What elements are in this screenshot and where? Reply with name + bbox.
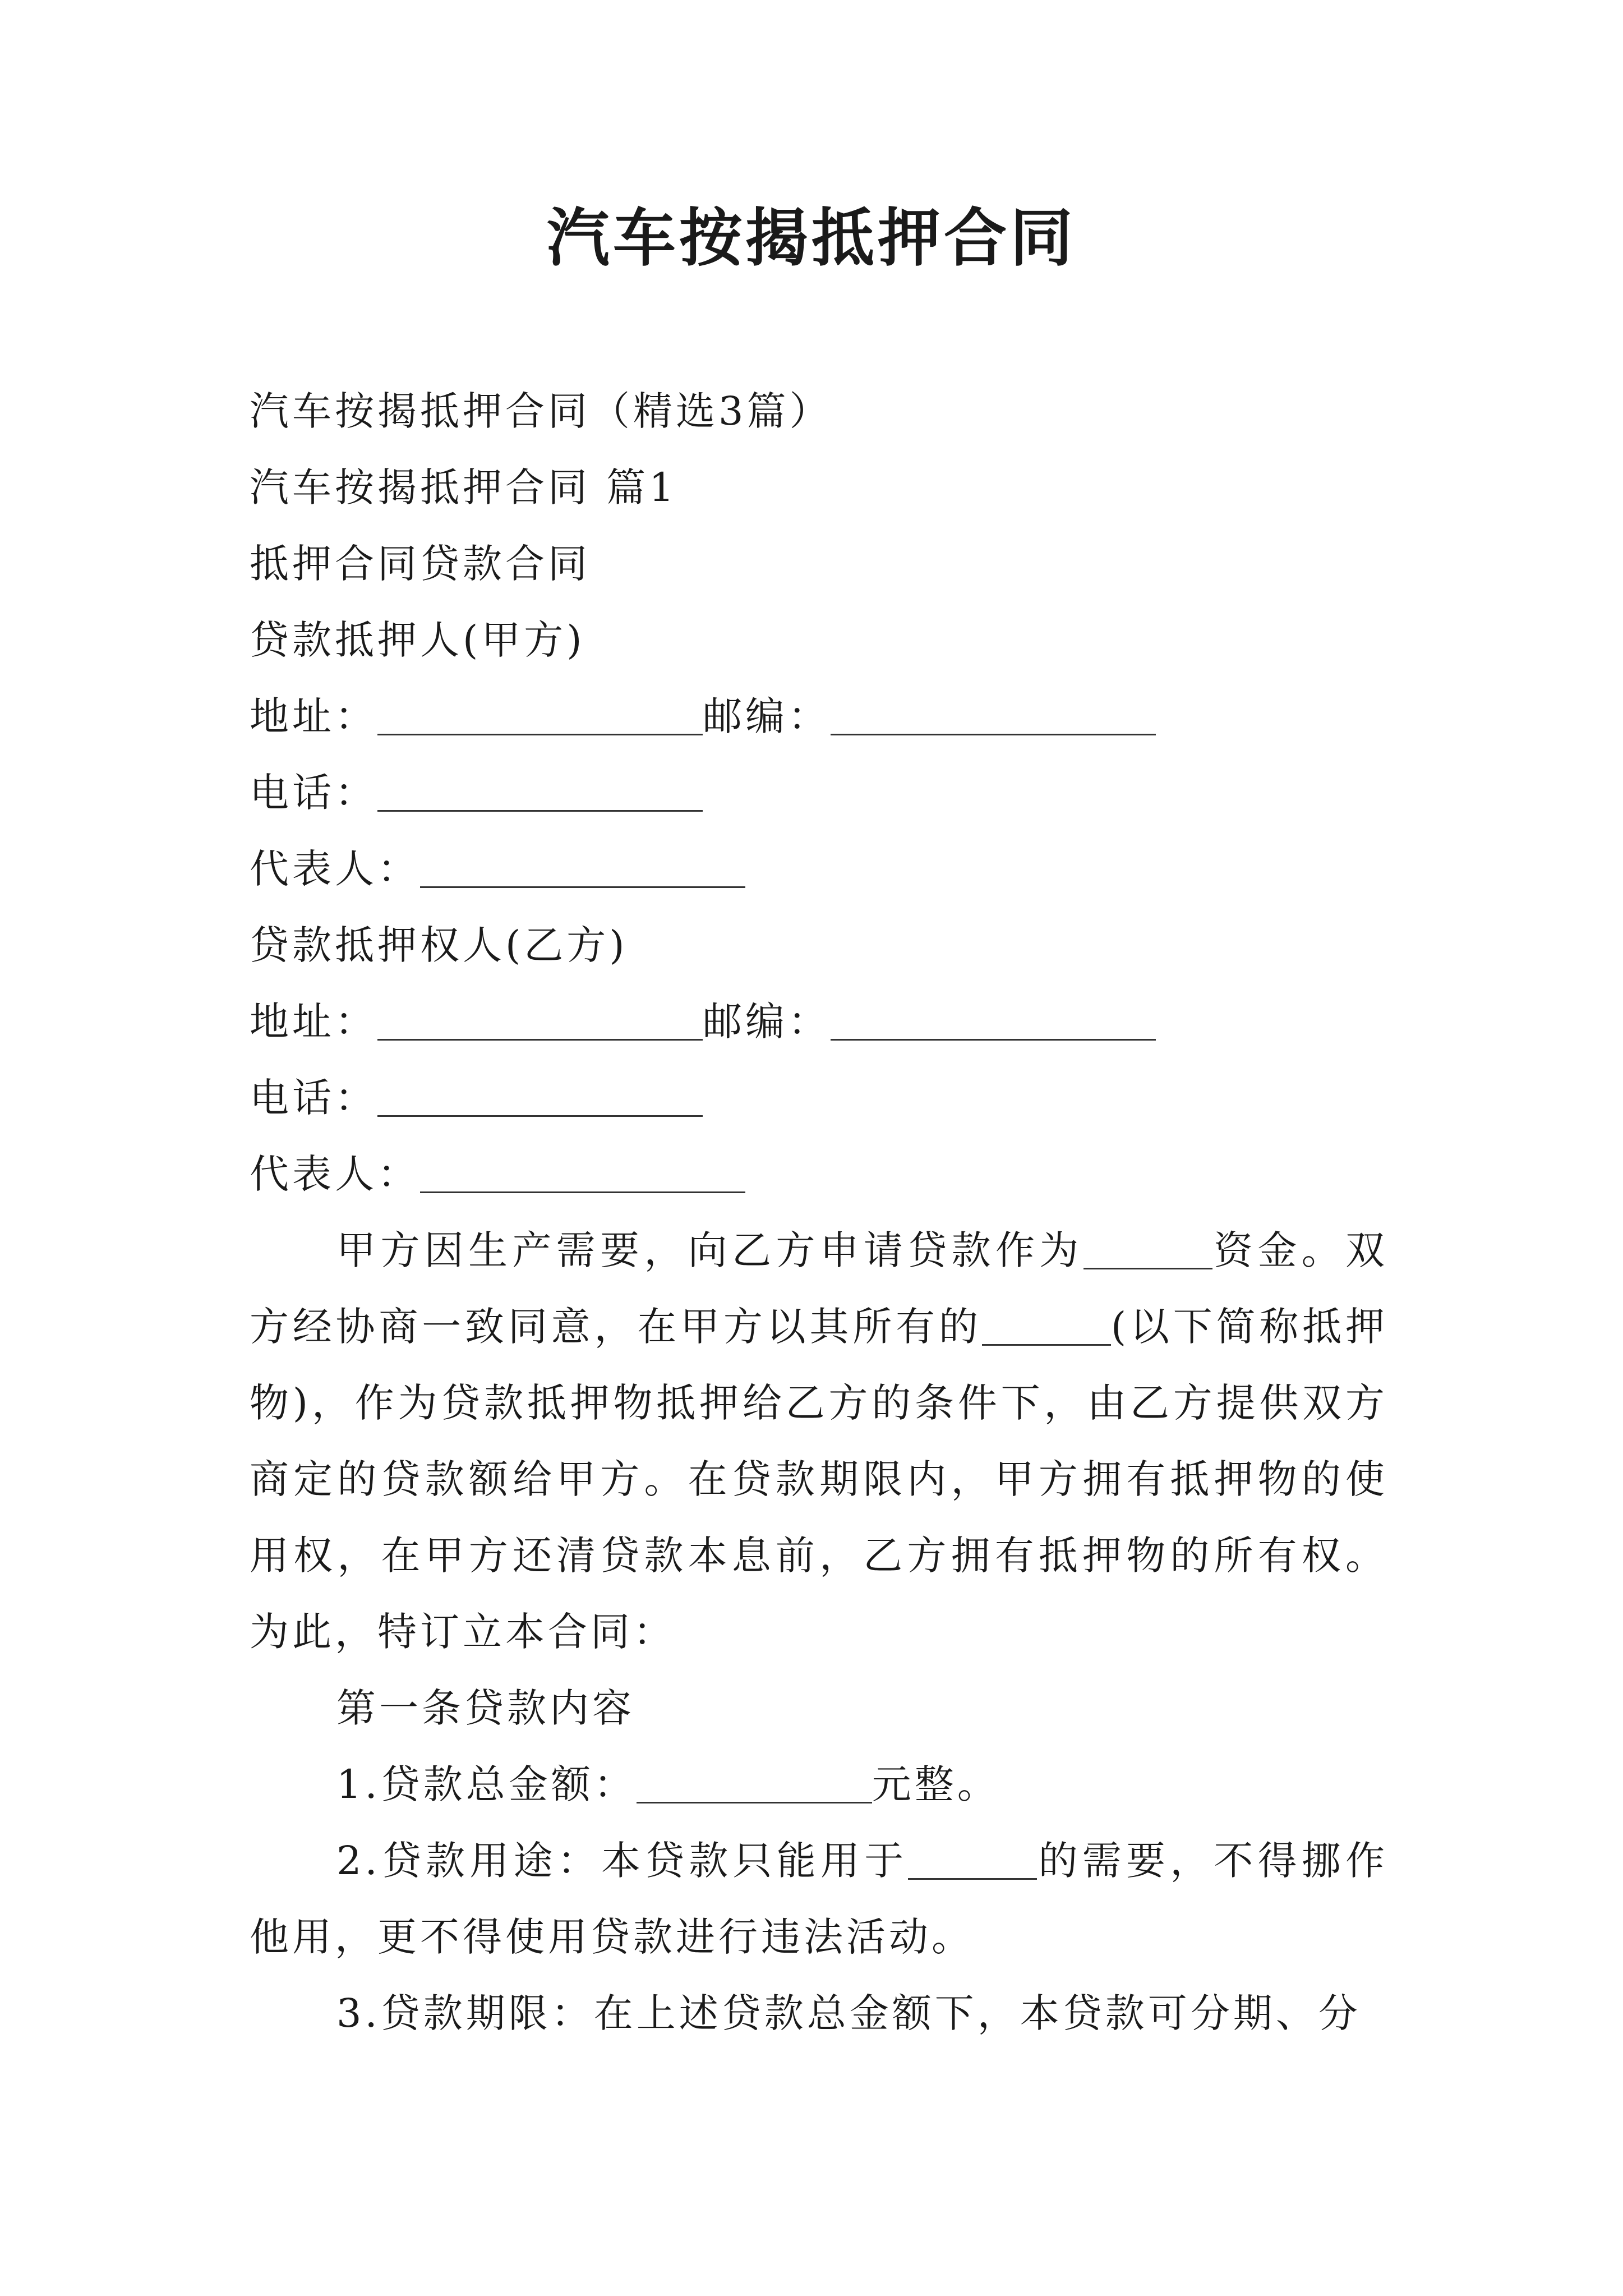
party-b-phone-row [250, 1060, 1388, 1136]
rep-label: 代表人： [250, 1151, 420, 1197]
party-b-rep-row [250, 1136, 1388, 1212]
postcode-label: 邮编： [703, 999, 831, 1045]
postcode-label: 邮编： [703, 693, 831, 739]
rep-blank [420, 847, 745, 888]
document-body [250, 373, 1388, 1212]
party-a-address-row [250, 678, 1388, 754]
item-2-suffix: 的需要，不得挪作他用，更不得使用贷款进行违法活动。 [250, 1838, 1388, 1960]
collateral-blank [982, 1305, 1111, 1346]
address-blank [377, 1000, 703, 1041]
item-1-row [250, 1746, 1388, 1823]
postcode-blank [831, 1000, 1156, 1041]
part-heading: 汽车按揭抵押合同 篇1 [250, 464, 677, 510]
party-a-rep-row [250, 831, 1388, 907]
postcode-blank [831, 694, 1156, 735]
fund-blank [1083, 1228, 1212, 1269]
party-b-heading: 贷款抵押权人(乙方) [250, 922, 628, 968]
phone-label: 电话： [250, 1075, 377, 1121]
party-a-heading: 贷款抵押人(甲方) [250, 617, 585, 663]
item-1-suffix: 元整。 [872, 1761, 1000, 1807]
item-1-text: 1.贷款总金额： [336, 1761, 637, 1807]
phone-blank [377, 1076, 703, 1117]
preamble-text-3: (以下简称抵押物)，作为贷款抵押物抵押给乙方的条件下，由乙方提供双方商定的贷款额给甲方。在贷款期限内，甲方拥有抵押物的使用权，在甲方还清贷款本息前，乙方拥有抵押物的所有权。为此，特订立本合同： [250, 1304, 1388, 1655]
address-blank [377, 694, 703, 735]
address-label: 地址： [250, 999, 377, 1045]
preamble-text-1: 甲方因生产需要，向乙方申请贷款作为 [336, 1227, 1083, 1273]
document-body-continued [250, 1212, 1388, 2051]
document-title: 汽车按揭抵押合同 [547, 201, 1076, 275]
article-1-heading: 第一条贷款内容 [336, 1685, 635, 1731]
item-2-paragraph [250, 1823, 1388, 1975]
contract-subtitle: 抵押合同贷款合同 [250, 541, 591, 587]
phone-blank [377, 771, 703, 812]
rep-blank [420, 1152, 745, 1193]
amount-blank [637, 1763, 872, 1803]
item-3-line: 3.贷款期限：在上述贷款总金额下，本贷款可分期、分 [336, 1990, 1361, 2036]
address-label: 地址： [250, 693, 377, 739]
party-a-phone-row [250, 754, 1388, 831]
purpose-blank [908, 1839, 1037, 1880]
phone-label: 电话： [250, 770, 377, 816]
item-2-text: 2.贷款用途：本贷款只能用于 [336, 1838, 909, 1884]
rep-label: 代表人： [250, 846, 420, 892]
preamble-text-2: 资金。双方经协商一致同意，在甲方以其所有的 [250, 1227, 1389, 1350]
intro-line: 汽车按揭抵押合同（精选3篇） [250, 388, 832, 434]
preamble-paragraph [250, 1212, 1388, 1670]
party-b-address-row [250, 983, 1388, 1060]
